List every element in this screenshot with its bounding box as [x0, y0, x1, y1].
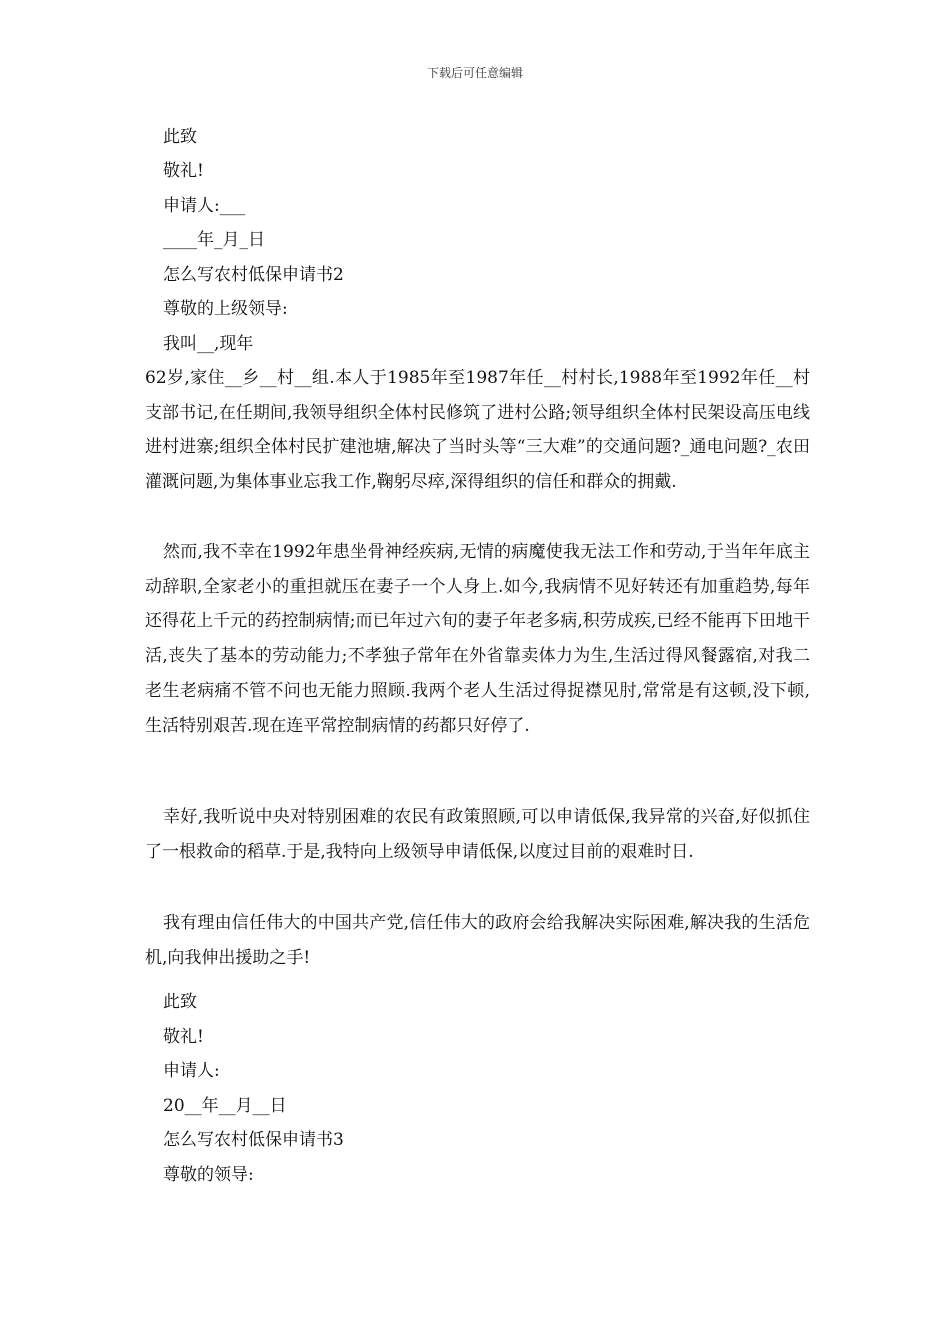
date-line-2: 20__年__月__日	[163, 1096, 287, 1116]
section-title-2: 怎么写农村低保申请书2	[163, 265, 344, 285]
closing-salutation-2: 此致	[163, 992, 197, 1012]
paragraph-trust: 我有理由信任伟大的中国共产党,信任伟大的政府会给我解决实际困难,解决我的生活危机,向我伸出援助之手!	[145, 913, 810, 968]
closing-salutation: 此致	[163, 127, 197, 147]
greeting-line: 尊敬的上级领导:	[163, 299, 288, 319]
date-line: ____年_月_日	[163, 230, 265, 250]
intro-line: 我叫__,现年	[163, 334, 254, 354]
applicant-line-2: 申请人:	[163, 1061, 220, 1081]
paragraph-request: 幸好,我听说中央对特别困难的农民有政策照顾,可以申请低保,我异常的兴奋,好似抓住了一根救命的稻草.于是,我特向上级领导申请低保,以度过目前的艰难时日.	[145, 807, 810, 862]
closing-respect: 敬礼!	[163, 161, 204, 181]
page-header: 下载后可任意编辑	[426, 66, 523, 80]
paragraph-hardship: 然而,我不幸在1992年患坐骨神经疾病,无情的病魔使我无法工作和劳动,于当年年底主动辞职,全家老小的重担就压在妻子一个人身上.如今,我病情不见好转还有加重趋势,每年还得花上千元的药控制病情;而已年过六旬的妻子年老多病,积劳成疾,已经不能再下田地干活,丧失了基本的劳动能力;不孝独子常年在外省靠卖体力为生,生活过得风餐露宿,对我二老生老病痛不管不问也无能力照顾.我两个老人生活过得捉襟见肘,常常是有这顿,没下顿,生活特别艰苦.现在连平常控制病情的药都只好停了.	[145, 542, 810, 736]
section-title-3: 怎么写农村低保申请书3	[163, 1130, 344, 1150]
closing-respect-2: 敬礼!	[163, 1027, 204, 1047]
applicant-line: 申请人:___	[163, 196, 246, 216]
greeting-line-2: 尊敬的领导:	[163, 1165, 254, 1185]
paragraph-background: 62岁,家住__乡__村__组.本人于1985年至1987年任__村村长,1988年至1992年任__村支部书记,在任期间,我领导组织全体村民修筑了进村公路;领导组织全体村民架设高压电线进村进寨;组织全体村民扩建池塘,解决了当时头等“三大难”的交通问题?_通电问题?_农田灌溉问题,为集体事业忘我工作,鞠躬尽瘁,深得组织的信任和群众的拥戴.	[145, 368, 810, 493]
